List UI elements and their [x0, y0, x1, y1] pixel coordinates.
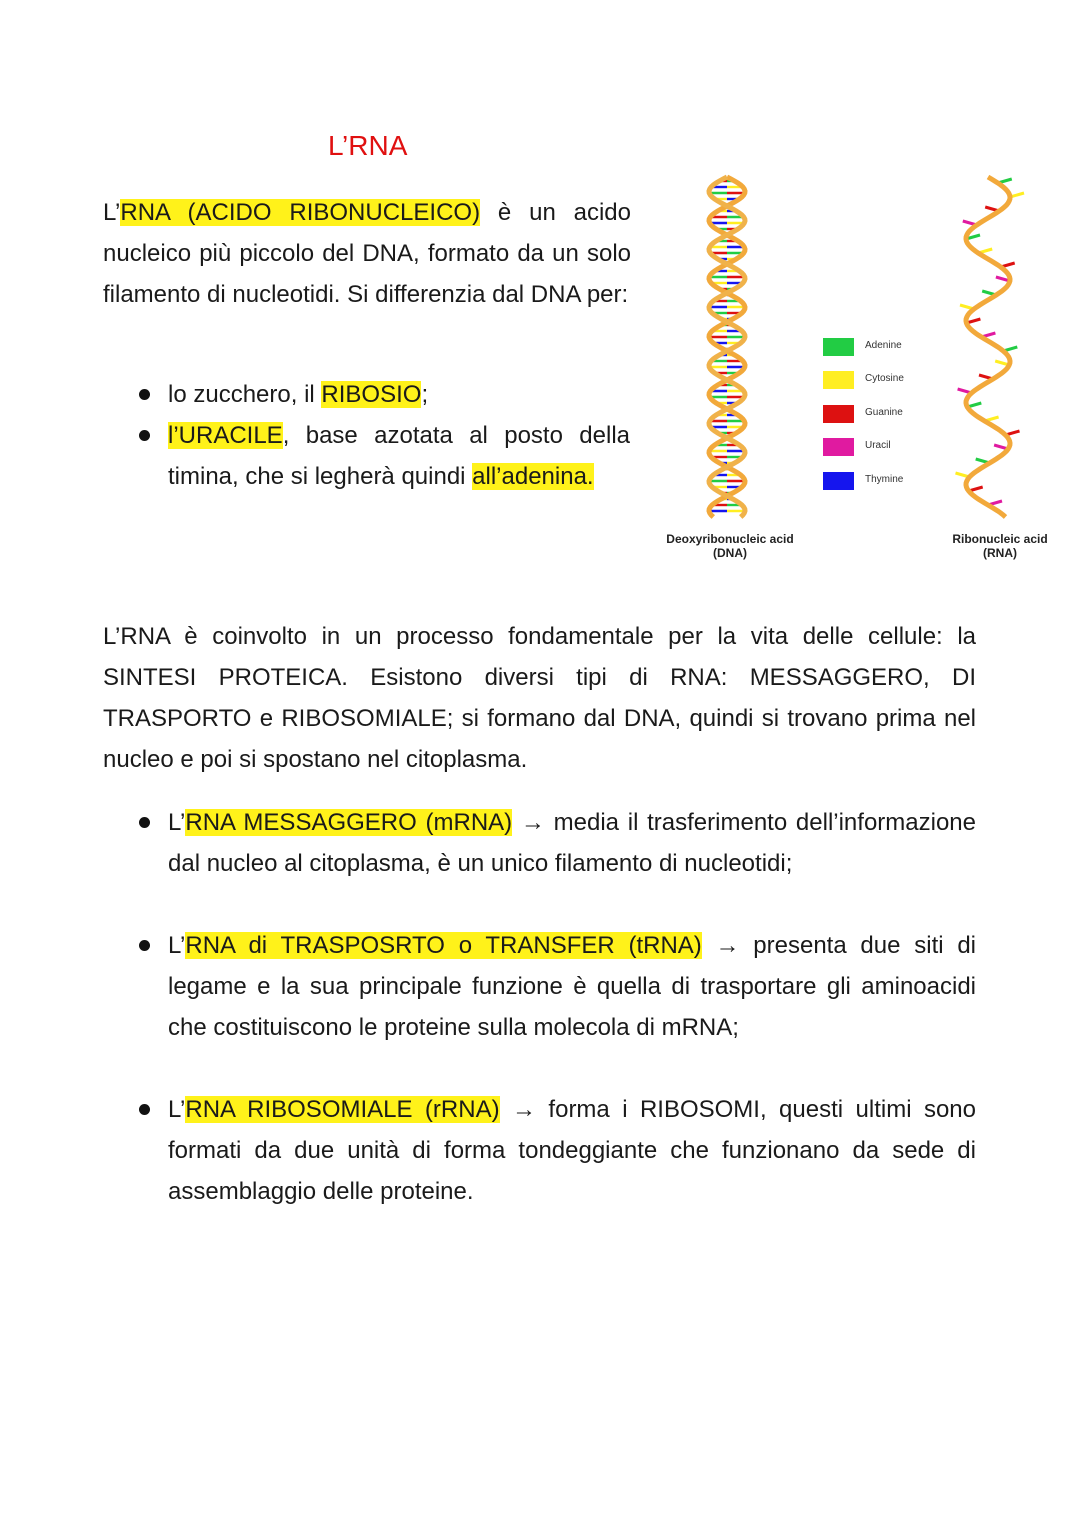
- item-highlight: RNA MESSAGGERO (mRNA): [185, 809, 513, 836]
- cytosine-swatch: [823, 371, 854, 389]
- dna-caption: [655, 532, 805, 560]
- intro-highlight: RNA (ACIDO RIBONUCLEICO): [120, 199, 481, 226]
- list-item: [168, 925, 976, 1048]
- list-item: [168, 374, 630, 415]
- rna-types-list: [168, 802, 976, 1253]
- uracil-swatch: [823, 438, 854, 456]
- intro-prefix: L’: [103, 199, 121, 226]
- list-item: [168, 415, 630, 497]
- legend-label: Uracil: [865, 440, 891, 451]
- item-text: L’: [168, 1096, 186, 1123]
- item-text: → forma i RIBOSOMI, questi ultimi sono formati da due unità di forma tondeggiante che funzionano da sede di assemblaggio delle proteine.: [168, 1096, 976, 1205]
- legend-label: Cytosine: [865, 373, 904, 384]
- guanine-swatch: [823, 405, 854, 423]
- item-text: L’: [168, 809, 186, 836]
- item-highlight: RNA di TRASPOSRTO o TRANSFER (tRNA): [185, 932, 702, 959]
- rna-caption-title: Ribonucleic acid: [952, 532, 1048, 546]
- differences-list: [168, 374, 630, 497]
- item-text: , base azotata al posto della timina, che si legherà quindi: [168, 422, 630, 490]
- item-highlight: l’URACILE: [168, 422, 283, 449]
- dna-caption-title: Deoxyribonucleic acid: [666, 532, 794, 546]
- item-text: → media il trasferimento dell’informazione dal nucleo al citoplasma, è un unico filamento di nucleotidi;: [168, 809, 977, 877]
- item-text: → presenta due siti di legame e la sua principale funzione è quella di trasportare gli aminoacidi che costituiscono le proteine sulla molecola di mRNA;: [168, 932, 976, 1041]
- thymine-swatch: [823, 472, 854, 490]
- item-text: L’: [168, 932, 186, 959]
- rna-caption-abbr: (RNA): [983, 546, 1017, 560]
- legend-label: Thymine: [865, 474, 904, 485]
- adenine-swatch: [823, 338, 854, 356]
- item-text: ;: [421, 381, 429, 408]
- item-highlight: RIBOSIO: [321, 381, 422, 408]
- intro-paragraph: [103, 192, 631, 315]
- dna-helix-illustration: [655, 172, 805, 522]
- legend-label: Adenine: [865, 340, 902, 351]
- list-item: [168, 1089, 976, 1212]
- item-text: lo zucchero, il: [168, 381, 322, 408]
- backbone-strand: [966, 177, 1010, 517]
- item-highlight: all’adenina.: [472, 463, 594, 490]
- dna-caption-abbr: (DNA): [713, 546, 747, 560]
- synthesis-paragraph: L’RNA è coinvolto in un processo fondamentale per la vita delle cellule: la SINTESI PROTEICA. Esistono diversi tipi di RNA: MESSAGGERO, DI TRASPORTO e RIBOSOMIALE; si formano dal DNA, quindi si trovano prima nel nucleo e poi si spostano nel citoplasma.: [103, 623, 976, 773]
- item-highlight: RNA RIBOSOMIALE (rRNA): [185, 1096, 500, 1123]
- list-item: [168, 802, 976, 884]
- rna-caption: [945, 532, 1055, 560]
- intro-text: è un acido nucleico più piccolo del DNA, formato da un solo filamento di nucleotidi. Si differenzia dal DNA per:: [103, 199, 632, 308]
- rna-helix-illustration: [940, 172, 1050, 522]
- dna-rna-figure: [655, 172, 1055, 572]
- legend-label: Guanine: [865, 407, 903, 418]
- page-title: L’RNA: [328, 130, 408, 161]
